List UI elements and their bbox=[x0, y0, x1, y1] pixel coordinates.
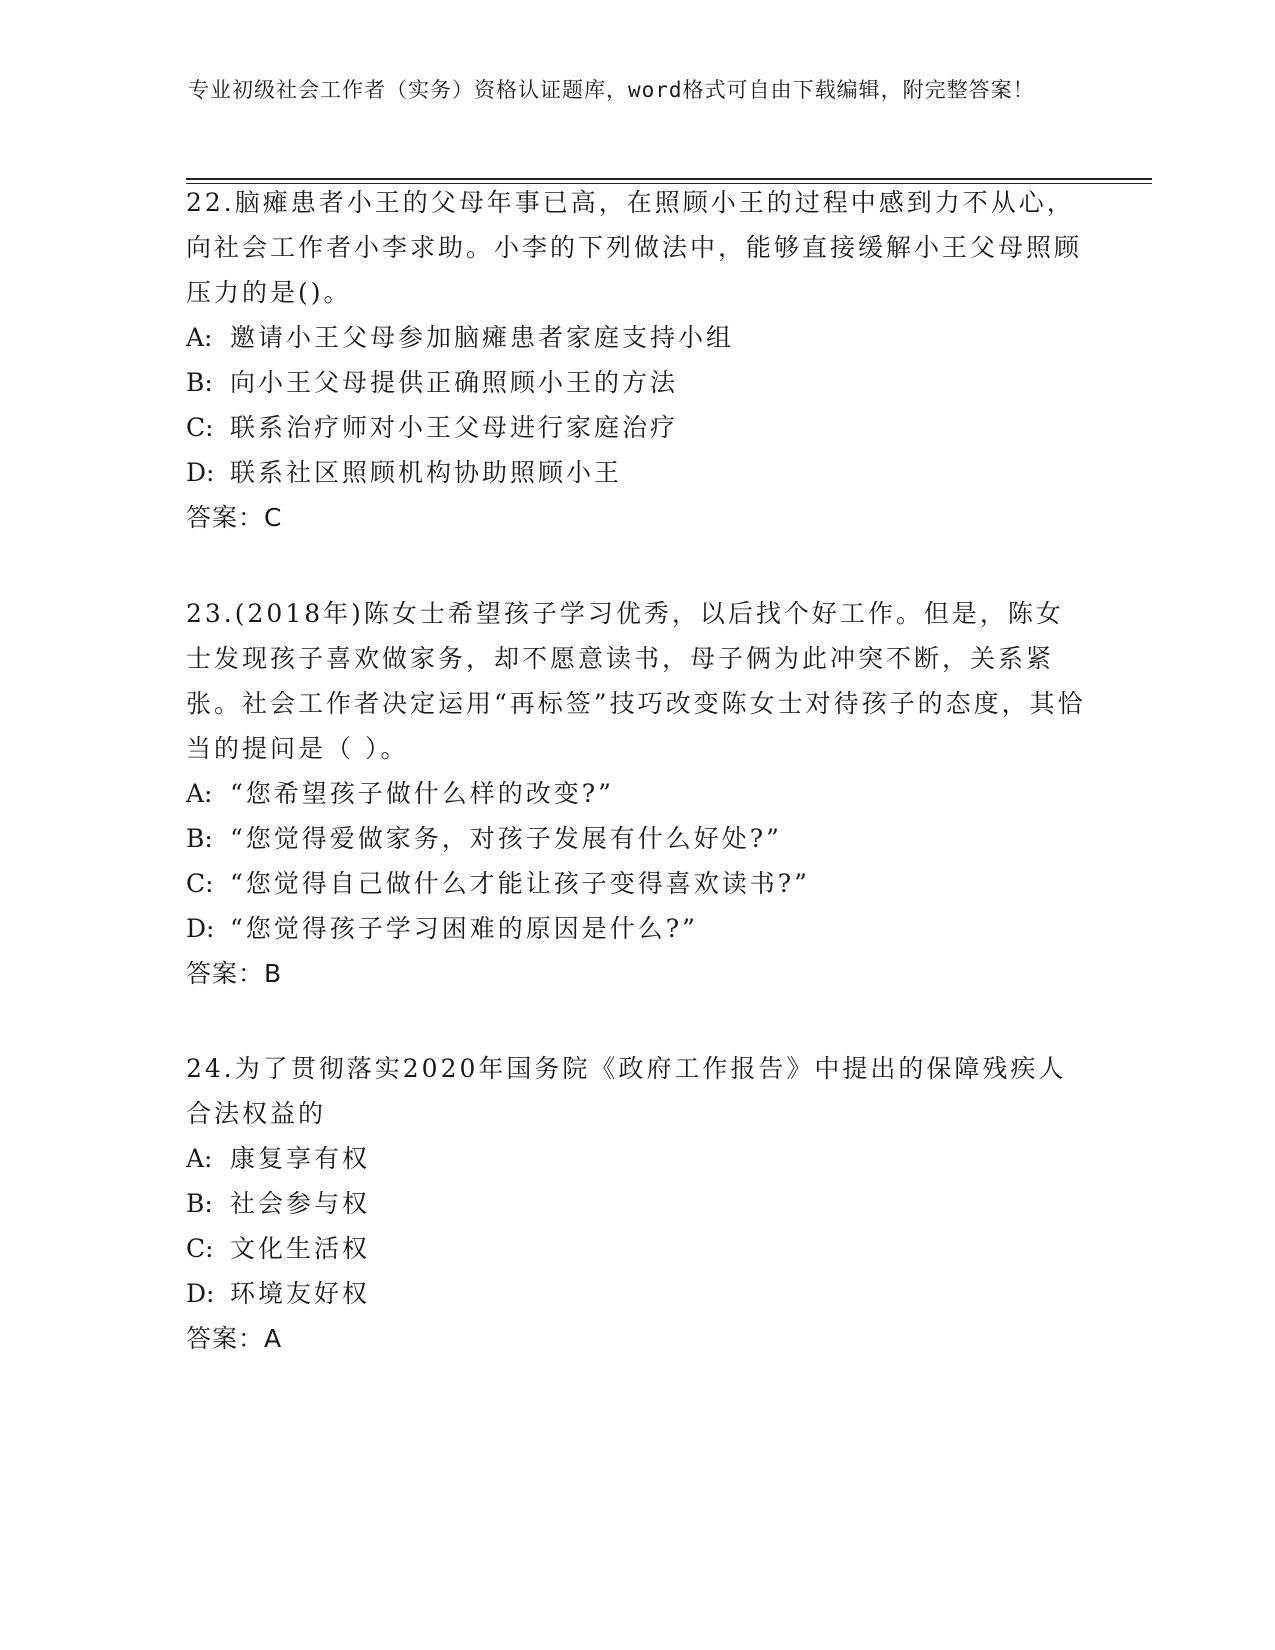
option-letter: B: bbox=[186, 368, 213, 397]
option-text: “您觉得孩子学习困难的原因是什么?” bbox=[230, 914, 698, 943]
option-c bbox=[186, 1226, 1086, 1271]
question-23 bbox=[186, 591, 1086, 996]
option-letter: C: bbox=[186, 413, 214, 442]
option-b bbox=[186, 360, 1086, 405]
option-text: “您觉得爱做家务，对孩子发展有什么好处?” bbox=[230, 824, 782, 853]
question-stem: 23.(2018年)陈女士希望孩子学习优秀，以后找个好工作。但是，陈女士发现孩子喜欢做家务，却不愿意读书，母子俩为此冲突不断，关系紧张。社会工作者决定运用“再标签”技巧改变陈女士对待孩子的态度，其恰当的提问是（ ）。 bbox=[186, 599, 1086, 763]
option-text: “您觉得自己做什么才能让孩子变得喜欢读书?” bbox=[230, 869, 810, 898]
option-letter: B: bbox=[186, 824, 213, 853]
option-letter: A: bbox=[186, 779, 213, 808]
option-letter: B: bbox=[186, 1189, 213, 1218]
option-letter: A: bbox=[186, 1144, 213, 1173]
question-22 bbox=[186, 180, 1086, 540]
document-header: 专业初级社会工作者（实务）资格认证题库，word格式可自由下载编辑，附完整答案！ bbox=[188, 78, 1035, 102]
option-letter: D: bbox=[186, 1279, 215, 1308]
option-letter: D: bbox=[186, 914, 215, 943]
question-stem: 24.为了贯彻落实2020年国务院《政府工作报告》中提出的保障残疾人合法权益的 bbox=[186, 1054, 1067, 1128]
option-b bbox=[186, 816, 1086, 861]
option-letter: A: bbox=[186, 323, 213, 352]
option-c bbox=[186, 405, 1086, 450]
option-letter: C: bbox=[186, 1234, 214, 1263]
option-d bbox=[186, 450, 1086, 495]
option-text: 邀请小王父母参加脑瘫患者家庭支持小组 bbox=[230, 323, 735, 352]
option-text: 康复享有权 bbox=[230, 1144, 371, 1173]
option-text: 联系社区照顾机构协助照顾小王 bbox=[230, 458, 623, 487]
option-letter: C: bbox=[186, 869, 214, 898]
option-text: 联系治疗师对小王父母进行家庭治疗 bbox=[230, 413, 679, 442]
option-a bbox=[186, 315, 1086, 360]
option-a bbox=[186, 771, 1086, 816]
option-d bbox=[186, 906, 1086, 951]
answer-line: 答案：C bbox=[186, 503, 283, 532]
option-d bbox=[186, 1271, 1086, 1316]
option-letter: D: bbox=[186, 458, 215, 487]
answer-line: 答案：A bbox=[186, 1324, 283, 1353]
option-text: 向小王父母提供正确照顾小王的方法 bbox=[230, 368, 679, 397]
question-stem: 22.脑瘫患者小王的父母年事已高，在照顾小王的过程中感到力不从心，向社会工作者小李求助。小李的下列做法中，能够直接缓解小王父母照顾压力的是()。 bbox=[186, 188, 1083, 307]
question-24 bbox=[186, 1046, 1086, 1361]
option-text: 环境友好权 bbox=[230, 1279, 371, 1308]
option-b bbox=[186, 1181, 1086, 1226]
option-text: “您希望孩子做什么样的改变?” bbox=[230, 779, 614, 808]
answer-line: 答案：B bbox=[186, 959, 283, 988]
option-a bbox=[186, 1136, 1086, 1181]
option-c bbox=[186, 861, 1086, 906]
option-text: 文化生活权 bbox=[230, 1234, 371, 1263]
option-text: 社会参与权 bbox=[230, 1189, 371, 1218]
